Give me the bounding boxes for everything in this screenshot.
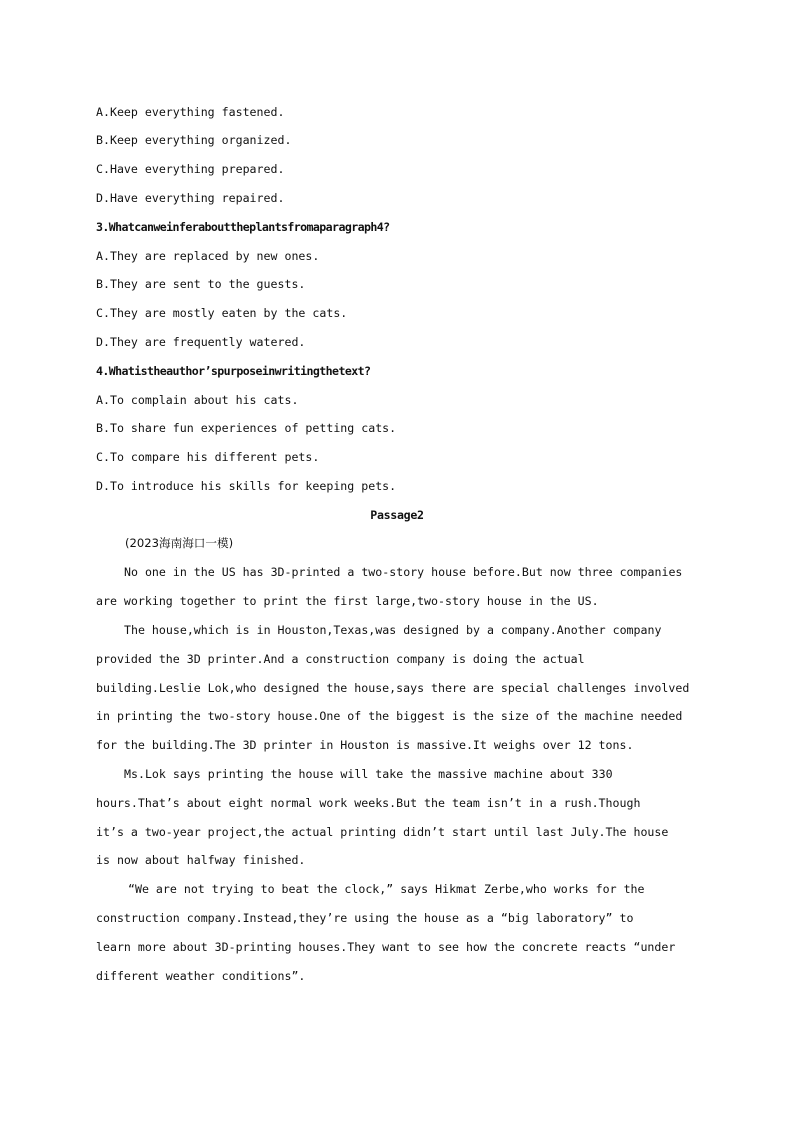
passage-line: are working together to print the first large,two-story house in the US. xyxy=(96,594,599,608)
passage-title: Passage2 xyxy=(370,508,424,522)
q2-option-b: B.Keep everything organized. xyxy=(96,133,292,147)
q2-option-c: C.Have everything prepared. xyxy=(96,162,285,176)
passage-line: “We are not trying to beat the clock,” says Hikmat Zerbe,who works for the xyxy=(128,882,645,896)
q4-option-a: A.To complain about his cats. xyxy=(96,393,299,407)
q4-option-c: C.To compare his different pets. xyxy=(96,450,320,464)
q4-question: 4.Whatistheauthor’spurposeinwritingthetext? xyxy=(96,364,371,378)
passage-line: learn more about 3D-printing houses.They want to see how the concrete reacts “under xyxy=(96,940,676,954)
q3-option-c: C.They are mostly eaten by the cats. xyxy=(96,306,348,320)
passage-source: (2023海南海口一模) xyxy=(125,536,234,550)
q4-option-d: D.To introduce his skills for keeping pets. xyxy=(96,479,397,493)
passage-line: provided the 3D printer.And a construction company is doing the actual xyxy=(96,652,585,666)
passage-line: in printing the two-story house.One of the biggest is the size of the machine needed xyxy=(96,709,683,723)
passage-line: different weather conditions”. xyxy=(96,969,306,983)
passage-line: for the building.The 3D printer in Houston is massive.It weighs over 12 tons. xyxy=(96,738,634,752)
q4-option-b: B.To share fun experiences of petting cats. xyxy=(96,421,397,435)
q2-option-a: A.Keep everything fastened. xyxy=(96,105,285,119)
passage-line: No one in the US has 3D-printed a two-story house before.But now three companies xyxy=(124,565,683,579)
q3-option-b: B.They are sent to the guests. xyxy=(96,277,306,291)
q3-option-a: A.They are replaced by new ones. xyxy=(96,249,320,263)
passage-line: hours.That’s about eight normal work weeks.But the team isn’t in a rush.Though xyxy=(96,796,641,810)
q3-question: 3.Whatcanweinferabouttheplantsfromaparagraph4? xyxy=(96,220,390,234)
q3-option-d: D.They are frequently watered. xyxy=(96,335,306,349)
passage-line: Ms.Lok says printing the house will take the massive machine about 330 xyxy=(124,767,613,781)
passage-line: The house,which is in Houston,Texas,was designed by a company.Another company xyxy=(124,623,662,637)
passage-line: construction company.Instead,they’re using the house as a “big laboratory” to xyxy=(96,911,634,925)
q2-option-d: D.Have everything repaired. xyxy=(96,191,285,205)
passage-line: building.Leslie Lok,who designed the house,says there are special challenges involved xyxy=(96,681,690,695)
passage-line: it’s a two-year project,the actual printing didn’t start until last July.The house xyxy=(96,825,669,839)
passage-line: is now about halfway finished. xyxy=(96,853,306,867)
